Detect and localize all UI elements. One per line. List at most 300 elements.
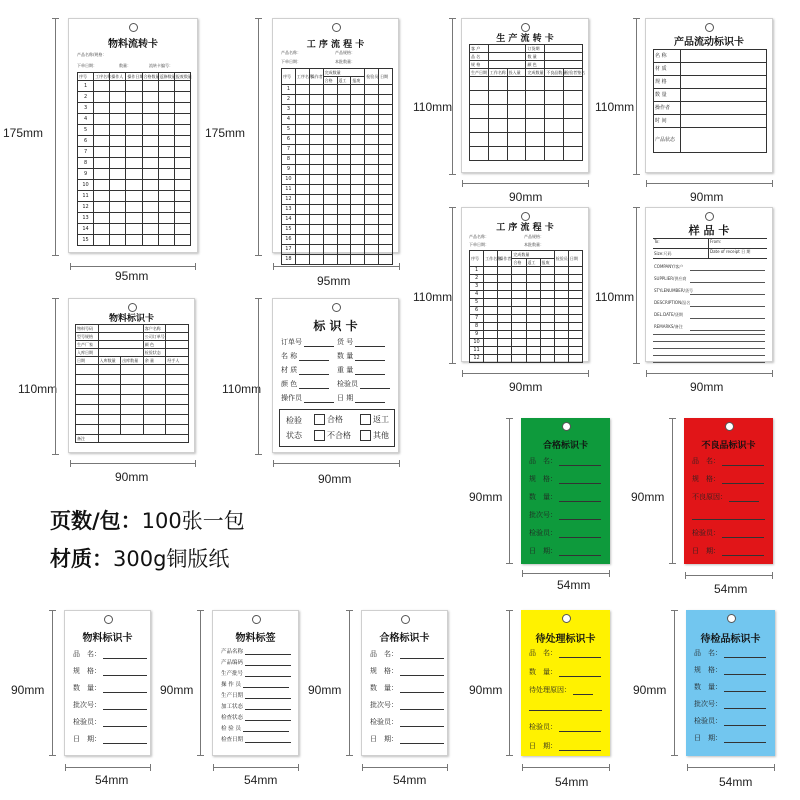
punch-hole: [332, 303, 341, 312]
table-cell: [323, 185, 337, 195]
qty-label: 数量：: [119, 63, 131, 68]
table-row: [470, 61, 583, 69]
table-cell: [337, 125, 351, 135]
table-cell: [337, 105, 351, 115]
tag-field-label: 数 量：: [694, 683, 722, 691]
table-cell: [554, 275, 568, 283]
table-cell: [568, 323, 582, 331]
table-cell: [484, 283, 498, 291]
batch-qty-label: 本批数量：: [335, 59, 355, 64]
table-cell: [365, 225, 379, 235]
table-row: [76, 435, 189, 443]
tag-field-underline: [103, 718, 147, 727]
width-line-s5: [687, 767, 775, 768]
table-cell: 报废数量: [175, 74, 192, 79]
table-cell: [142, 92, 158, 103]
table-cell: 检验者签名: [565, 70, 586, 75]
table-cell: [507, 119, 526, 133]
table-cell: [309, 165, 323, 175]
table-cell: [76, 375, 99, 385]
table-cell: [379, 145, 393, 155]
table-cell: 14: [78, 224, 94, 235]
option-rework[interactable]: [360, 414, 389, 425]
table-row: [282, 155, 393, 165]
tag-field-underline: [729, 493, 759, 502]
table-cell: [568, 275, 582, 283]
table-cell: [568, 299, 582, 307]
tag-field: [529, 546, 601, 556]
table-cell: [540, 307, 554, 315]
tag-field-label: 品 名：: [73, 650, 101, 658]
table-cell: [94, 202, 110, 213]
table-row: [470, 347, 583, 355]
table-cell: [337, 245, 351, 255]
table-cell: 10: [78, 180, 94, 191]
tag-field: [529, 685, 593, 695]
tag-field-underline: [724, 666, 766, 675]
id-field-label: 订单号: [281, 338, 302, 346]
tag-field-label: 待处理原因：: [529, 686, 571, 694]
tag-field: [692, 474, 764, 484]
tag-field: [694, 648, 766, 658]
table-cell: [540, 331, 554, 339]
tag-field-label: 数 量：: [529, 668, 557, 676]
product-name-label: 产品名称：: [281, 50, 301, 55]
table-cell: [126, 169, 142, 180]
table-row: [78, 147, 191, 158]
field-underline: [690, 270, 765, 271]
table-cell: [158, 224, 174, 235]
card-no-label: 流转卡编号：: [149, 63, 173, 68]
table-cell: [295, 145, 309, 155]
table-cell: [507, 133, 526, 147]
table-cell: [365, 95, 379, 105]
table-cell: [166, 333, 189, 341]
tag-title: 不良品标识卡: [701, 441, 756, 451]
table-cell: [507, 91, 526, 105]
material-id-card: [68, 298, 195, 453]
table-cell: [166, 375, 189, 385]
table-cell: [526, 315, 540, 323]
table-cell: [126, 81, 142, 92]
table-cell: [498, 331, 512, 339]
table-cell: [142, 202, 158, 213]
tag-field-underline: [245, 648, 291, 655]
receipt-date-label: Date of receipt 日 期: [710, 249, 751, 254]
table-cell: [526, 355, 540, 363]
checkbox-rework[interactable]: [360, 414, 371, 425]
tag-field-label: 数 量：: [73, 684, 101, 692]
to-label: To:: [654, 239, 660, 244]
id-field-label: 重 量: [337, 366, 354, 374]
table-row: [470, 105, 583, 119]
table-cell: [564, 77, 583, 91]
table-cell: 入库日期: [76, 349, 99, 357]
table-cell: [488, 91, 507, 105]
table-row: [282, 215, 393, 225]
table-row: [76, 333, 189, 341]
table-cell: 3: [78, 103, 94, 114]
defective-tag-red: [684, 418, 773, 564]
material-id-tag: [64, 610, 151, 756]
id-field: [337, 337, 385, 347]
qualified-tag-white: [361, 610, 448, 756]
table-cell: [564, 105, 583, 119]
tag-field: [73, 649, 147, 659]
to-inspect-tag-blue: [686, 610, 775, 756]
table-cell: [309, 105, 323, 115]
table-cell: [545, 147, 564, 161]
table-cell: 经手人: [166, 357, 189, 365]
table-cell: 数 量: [526, 53, 545, 61]
table-cell: 检验员: [554, 251, 568, 267]
tag-field-underline: [722, 457, 764, 466]
table-cell: [323, 235, 337, 245]
material-id-table: [75, 324, 189, 443]
table-cell: [158, 202, 174, 213]
table-cell: [174, 235, 190, 246]
table-cell: [142, 81, 158, 92]
product-spec-label: 产品规格：: [524, 234, 544, 239]
tag-field: [694, 682, 766, 692]
table-row: [470, 323, 583, 331]
tag-field-label: 检验员：: [73, 718, 101, 726]
tag-field-underline: [103, 684, 147, 693]
table-row: [282, 69, 393, 77]
table-row: [282, 95, 393, 105]
table-cell: 日期: [379, 69, 393, 85]
table-cell: [365, 195, 379, 205]
width-label-c4: 90mm: [690, 190, 724, 204]
table-cell: [484, 291, 498, 299]
from-label: From:: [710, 239, 722, 244]
table-cell: [498, 283, 512, 291]
width-line-c2: [273, 266, 400, 267]
table-cell: [488, 105, 507, 119]
table-cell: [110, 235, 126, 246]
table-cell: [540, 275, 554, 283]
table-cell: 5: [78, 125, 94, 136]
table-cell: [554, 307, 568, 315]
table-cell: [295, 255, 309, 265]
height-line-c7: [55, 298, 56, 455]
tag-field-underline: [559, 475, 601, 484]
table-cell: [142, 114, 158, 125]
id-field-underline: [304, 338, 334, 347]
height-line-s5: [674, 610, 675, 756]
width-line-c4: [646, 183, 773, 184]
table-cell: 17: [282, 245, 296, 255]
table-cell: [94, 125, 110, 136]
table-cell: [295, 185, 309, 195]
id-field-underline: [355, 352, 385, 361]
checkbox-other[interactable]: [360, 430, 371, 441]
tag-field-underline: [559, 742, 601, 751]
table-cell: [142, 136, 158, 147]
height-label-c1: 175mm: [3, 126, 44, 140]
table-cell: [681, 63, 767, 76]
width-line-c8: [273, 463, 400, 464]
table-cell: 颜 色: [143, 341, 166, 349]
table-cell: [158, 103, 174, 114]
table-cell: 9: [282, 165, 296, 175]
table-cell: [94, 191, 110, 202]
tag-title: 物料标识卡: [82, 633, 133, 644]
table-cell: [568, 291, 582, 299]
table-cell: [512, 323, 526, 331]
tag-field-underline: [400, 667, 444, 676]
card-title: 物料标识卡: [108, 314, 154, 324]
table-cell: [484, 267, 498, 275]
table-cell: [512, 299, 526, 307]
punch-hole: [129, 23, 138, 32]
table-cell: [98, 405, 121, 415]
card-header-line: [469, 242, 489, 248]
table-cell: [110, 180, 126, 191]
tag-field: [692, 528, 764, 538]
tag-field-underline: [559, 511, 601, 520]
table-cell: [337, 175, 351, 185]
table-cell: [76, 385, 99, 395]
table-cell: [323, 165, 337, 175]
option-other[interactable]: [360, 430, 389, 441]
table-cell: [110, 224, 126, 235]
table-cell: [166, 385, 189, 395]
table-row: [78, 158, 191, 169]
table-cell: [142, 169, 158, 180]
tag-field-label: 规 格：: [692, 475, 720, 483]
tag-field-label: 生产批号: [221, 671, 244, 677]
table-cell: [143, 365, 166, 375]
material-value: 300g铜版纸: [113, 547, 230, 571]
table-cell: [512, 347, 526, 355]
table-cell: [507, 77, 526, 91]
option-pass[interactable]: [314, 414, 343, 425]
tag-field-label: 日 期：: [694, 734, 722, 742]
table-cell: 检验状态: [143, 349, 166, 357]
height-label-s5: 90mm: [633, 683, 667, 697]
inspect-label-1: 检验: [286, 416, 302, 425]
tag-field: [221, 713, 291, 721]
table-cell: [309, 205, 323, 215]
table-cell: 13: [78, 213, 94, 224]
table-row: [654, 63, 767, 76]
table-cell: [110, 169, 126, 180]
table-cell: [158, 92, 174, 103]
tag-field: [370, 734, 444, 744]
table-cell: [470, 91, 489, 105]
table-row: [282, 205, 393, 215]
table-cell: [365, 175, 379, 185]
table-cell: [309, 95, 323, 105]
table-row: [470, 275, 583, 283]
table-cell: [540, 323, 554, 331]
table-row: [76, 385, 189, 395]
tag-title: 待检品标识卡: [700, 634, 761, 645]
flow-table: [77, 72, 191, 246]
card-header-line: [149, 63, 173, 69]
height-line-s1: [52, 610, 53, 756]
table-cell: [681, 102, 767, 115]
tag-field: [221, 724, 289, 732]
table-cell: [158, 114, 174, 125]
card-title: 工 序 流 程 卡: [496, 223, 554, 233]
table-cell: [309, 255, 323, 265]
table-cell: [568, 267, 582, 275]
table-cell: 生产厂家: [76, 341, 99, 349]
table-cell: [337, 205, 351, 215]
table-cell: [323, 245, 337, 255]
table-cell: [121, 425, 144, 435]
table-cell: [142, 125, 158, 136]
table-row: [76, 357, 189, 365]
table-cell: [365, 155, 379, 165]
table-cell: [142, 224, 158, 235]
table-cell: [512, 331, 526, 339]
table-cell: [94, 169, 110, 180]
table-cell: 15: [282, 225, 296, 235]
table-cell: 数 量: [654, 89, 681, 102]
table-cell: [143, 395, 166, 405]
option-fail[interactable]: [314, 430, 351, 441]
table-cell: [166, 349, 189, 357]
production-table: [469, 44, 586, 161]
table-cell: [540, 347, 554, 355]
table-cell: [76, 415, 99, 425]
table-cell: 日期: [568, 251, 582, 267]
id-field-underline: [355, 394, 385, 403]
table-cell: 合格: [323, 77, 337, 85]
table-cell: 2: [78, 92, 94, 103]
height-line-c3: [452, 18, 453, 175]
table-cell: [568, 283, 582, 291]
table-row: [470, 283, 583, 291]
table-row: [470, 147, 583, 161]
table-cell: [337, 135, 351, 145]
table-cell: [166, 415, 189, 425]
table-cell: [554, 355, 568, 363]
tag-title: 合格标识卡: [542, 441, 588, 451]
table-row: [76, 365, 189, 375]
tag-field-underline: [400, 701, 444, 710]
table-row: [78, 224, 191, 235]
table-cell: [323, 205, 337, 215]
table-cell: [126, 235, 142, 246]
table-cell: 4: [78, 114, 94, 125]
table-cell: [295, 245, 309, 255]
tag-field: [221, 658, 291, 666]
card-header-line: [281, 50, 301, 56]
table-cell: 完成数量: [527, 70, 544, 75]
tag-field: [529, 741, 601, 751]
table-cell: 材 质: [654, 63, 681, 76]
punch-hole: [725, 422, 734, 431]
blank-line: [653, 334, 765, 335]
sample-field-label: COMPANY/客户: [654, 264, 684, 269]
card-header-line: [77, 52, 106, 58]
table-row: [76, 425, 189, 435]
tag-field-label: 检 验 员: [221, 726, 241, 732]
table-cell: [526, 331, 540, 339]
tag-field-underline: [243, 681, 289, 688]
table-cell: [365, 105, 379, 115]
height-label-c6: 110mm: [595, 290, 635, 304]
checkbox-fail[interactable]: [314, 430, 325, 441]
table-cell: [126, 158, 142, 169]
table-cell: [295, 215, 309, 225]
table-cell: [351, 175, 365, 185]
table-cell: [98, 385, 121, 395]
table-cell: [568, 331, 582, 339]
tag-field-underline: [559, 547, 601, 556]
table-cell: [554, 315, 568, 323]
table-cell: [337, 195, 351, 205]
table-cell: [166, 425, 189, 435]
table-cell: [512, 339, 526, 347]
tag-field: [529, 474, 601, 484]
checkbox-pass[interactable]: [314, 414, 325, 425]
table-cell: 序号: [282, 69, 296, 85]
table-cell: [351, 165, 365, 175]
table-cell: 订货期: [526, 45, 545, 53]
table-cell: [309, 155, 323, 165]
table-cell: [295, 85, 309, 95]
tag-field-label: 日 期：: [529, 547, 557, 555]
table-cell: [484, 315, 498, 323]
width-line-c6: [646, 373, 773, 374]
table-cell: [295, 155, 309, 165]
width-label-c2: 95mm: [317, 274, 351, 288]
process-flow-card: [272, 18, 399, 262]
table-cell: [309, 185, 323, 195]
table-cell: [337, 85, 351, 95]
id-field-label: 检验员: [337, 380, 358, 388]
table-cell: [166, 395, 189, 405]
table-cell: [323, 175, 337, 185]
table-cell: 客 户: [470, 45, 489, 53]
table-cell: [76, 425, 99, 435]
table-cell: [142, 235, 158, 246]
table-row: [470, 291, 583, 299]
table-cell: [351, 225, 365, 235]
width-line-c7: [70, 463, 196, 464]
tag-field-underline: [245, 736, 291, 743]
table-cell: [126, 180, 142, 191]
table-cell: [351, 235, 365, 245]
table-row: [76, 395, 189, 405]
table-cell: [98, 375, 121, 385]
width-label-c5: 90mm: [509, 380, 543, 394]
table-row: [470, 45, 583, 53]
tag-field: [221, 735, 291, 743]
tag-field: [529, 492, 601, 502]
table-cell: [526, 307, 540, 315]
tag-field-label: 批次号：: [73, 701, 101, 709]
table-cell: [365, 235, 379, 245]
tag-field-label: 批次号：: [694, 700, 722, 708]
table-cell: [470, 77, 489, 91]
pack-label: 页数/包：: [50, 509, 142, 533]
tag-field-label: 加工状态: [221, 704, 244, 710]
table-cell: [351, 195, 365, 205]
width-line-g1: [522, 573, 610, 574]
table-cell: [470, 133, 489, 147]
table-cell: [484, 331, 498, 339]
height-label-s3: 90mm: [308, 683, 342, 697]
table-cell: [526, 147, 545, 161]
width-line-c5: [462, 373, 589, 374]
table-row: [78, 180, 191, 191]
